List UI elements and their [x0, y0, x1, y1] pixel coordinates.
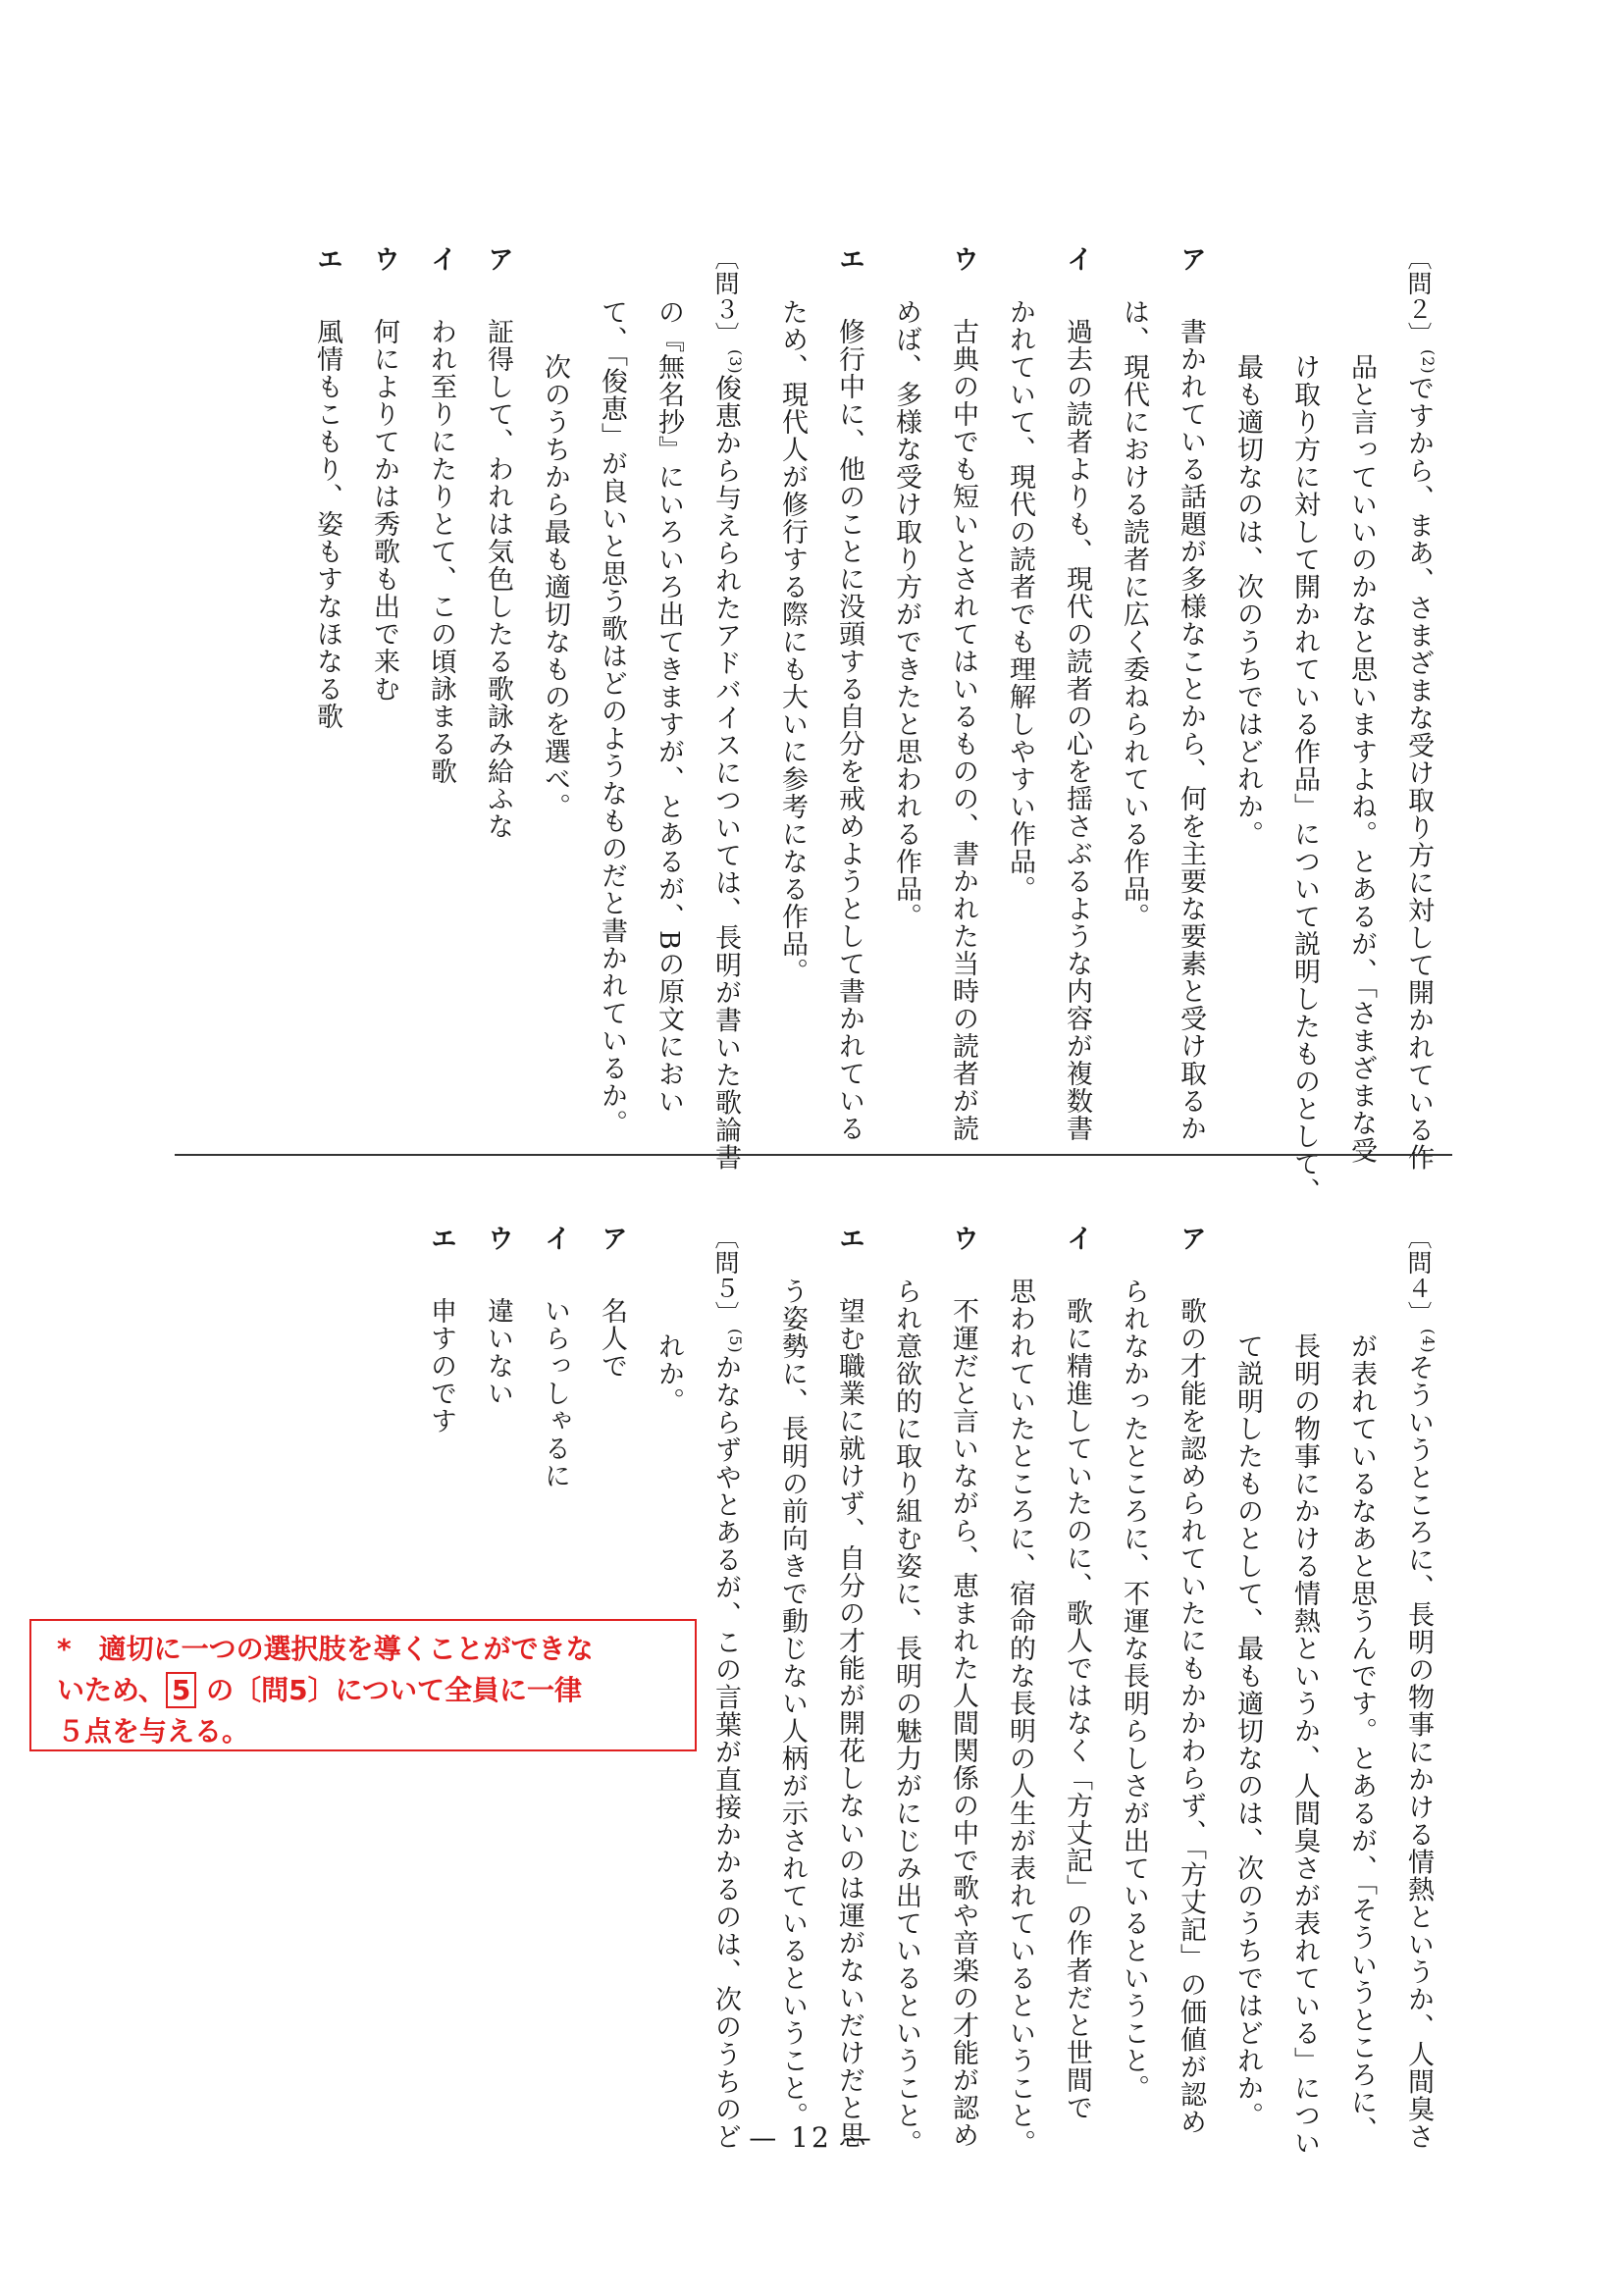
- q4-line-2: が表れているなあと思うんです。とあるが、「そういうところに、: [1346, 1332, 1377, 2144]
- q2-option-a-cont: は、現代における読者に広く委ねられている作品。: [1119, 298, 1149, 930]
- q2-line-2: 品と言っていいのかなと思いますよね。とあるが、「さまざまな受: [1346, 353, 1377, 1165]
- q5-line-1: 〔問５〕$^{(5)}$かならずやとあるが、この言葉が直接かかるのは、次のうちのど: [697, 1225, 763, 2088]
- page-number: — 12 —: [749, 2121, 874, 2154]
- q2-option-i-cont: かれていて、現代の読者でも理解しやすい作品。: [1005, 298, 1035, 903]
- section-divider: [175, 1154, 1452, 1156]
- upper-section: [161, 245, 1456, 1205]
- q3-line-4: 次のうちから最も適切なものを選べ。: [540, 353, 570, 820]
- q2-option-u[interactable]: ウ 古典の中でも短いとされてはいるものの、書かれた当時の読者が読: [948, 245, 978, 1142]
- q2-option-e-cont: ため、現代人が修行する際にも大いに参考になる作品。: [777, 298, 808, 985]
- q5-option-u[interactable]: ウ 違いない: [483, 1225, 513, 1407]
- question-number-box: 5: [166, 1672, 196, 1708]
- q4-option-i[interactable]: イ 歌に精進していたのに、歌人ではなく「方丈記」の作者だと世間で: [1062, 1225, 1092, 2121]
- q2-line-3: け取り方に対して開かれている作品」について説明したものとして、: [1289, 353, 1320, 1205]
- q4-line-3: 長明の物事にかける情熱というか、人間臭さが表れている」につい: [1289, 1332, 1320, 2157]
- q2-option-u-cont: めば、多様な受け取り方ができたと思われる作品。: [891, 298, 921, 930]
- notice-line-1: * 適切に一つの選択肢を導くことができな: [57, 1633, 594, 1665]
- notice-line-3: ５点を与える。: [57, 1715, 250, 1748]
- q3-line-3: て、「俊恵」が良いと思う歌はどのようなものだと書かれているか。: [597, 298, 627, 1137]
- q5-option-e[interactable]: エ 申すのです: [426, 1225, 456, 1435]
- q2-option-i[interactable]: イ 過去の読者よりも、現代の読者の心を揺さぶるような内容が複数書: [1062, 245, 1092, 1142]
- q4-label: 〔問４〕: [1404, 1225, 1433, 1327]
- q3-line-1: 〔問３〕$^{(3)}$俊恵から与えられたアドバイスについては、長明が書いた歌論書: [697, 245, 763, 1109]
- q4-option-i-cont: 思われていたところに、宿命的な長明の人生が表れているということ。: [1005, 1278, 1035, 2157]
- q5-line-2: れか。: [654, 1332, 684, 1415]
- q3-number: (3): [726, 349, 745, 375]
- q3-option-a[interactable]: ア 証得して、われは気色したる歌詠み給ふな: [483, 245, 513, 840]
- q5-option-i[interactable]: イ いらっしゃるに: [540, 1225, 570, 1489]
- q3-line-2: の『無名抄』にいろいろ出てきますが、とあるが、Bの原文におい: [654, 298, 684, 1116]
- q4-option-e[interactable]: エ 望む職業に就けず、自分の才能が開花しないのは運がないだけだと思: [834, 1225, 864, 2149]
- q2-option-e[interactable]: エ 修行中に、他のことに没頭する自分を戒めようとして書かれている: [834, 245, 864, 1142]
- q5-label: 〔問５〕: [711, 1225, 740, 1327]
- q4-option-e-cont: う姿勢に、長明の前向きで動じない人柄が示されているということ。: [777, 1278, 808, 2129]
- q3-option-e[interactable]: エ 風情もこもり、姿もすなほなる歌: [312, 245, 342, 730]
- q4-number: (4): [1419, 1329, 1438, 1354]
- q3-label: 〔問３〕: [711, 245, 740, 347]
- q4-line-4: て説明したものとして、最も適切なのは、次のうちではどれか。: [1232, 1332, 1263, 2129]
- q4-option-u[interactable]: ウ 不運だと言いながら、恵まれた人間関係の中で歌や音楽の才能が認め: [948, 1225, 978, 2149]
- q5-option-a[interactable]: ア 名人で: [597, 1225, 627, 1380]
- q3-option-i[interactable]: イ われ至りにたりとて、この頃詠まる歌: [426, 245, 456, 785]
- q2-number: (2): [1419, 349, 1438, 375]
- q2-label: 〔問２〕: [1404, 245, 1433, 347]
- q4-option-u-cont: られ意欲的に取り組む姿に、長明の魅力がにじみ出ているということ。: [891, 1278, 921, 2157]
- scoring-notice: [29, 1619, 697, 1751]
- q3-option-u[interactable]: ウ 何によりてかは秀歌も出で来む: [369, 245, 399, 703]
- q2-option-a[interactable]: ア 書かれている話題が多様なことから、何を主要な要素と受け取るか: [1176, 245, 1206, 1142]
- q4-option-a-cont: られなかったところに、不運な長明らしさが出ているということ。: [1119, 1278, 1149, 2102]
- q4-option-a[interactable]: ア 歌の才能を認められていたにもかかわらず、「方丈記」の価値が認め: [1176, 1225, 1206, 2136]
- notice-line-2: いため、 5 の〔問5〕について全員に一律: [57, 1674, 583, 1706]
- q2-line-4: 最も適切なのは、次のうちではどれか。: [1232, 353, 1263, 848]
- q2-line-1: 〔問２〕$^{(2)}$ですから、まあ、さまざまな受け取り方に対して開かれている作: [1389, 245, 1456, 1109]
- q4-line-1: 〔問４〕$^{(4)}$そういうところに、長明の物事にかける情熱というか、人間臭さ: [1389, 1225, 1456, 2088]
- q5-number: (5): [726, 1329, 745, 1354]
